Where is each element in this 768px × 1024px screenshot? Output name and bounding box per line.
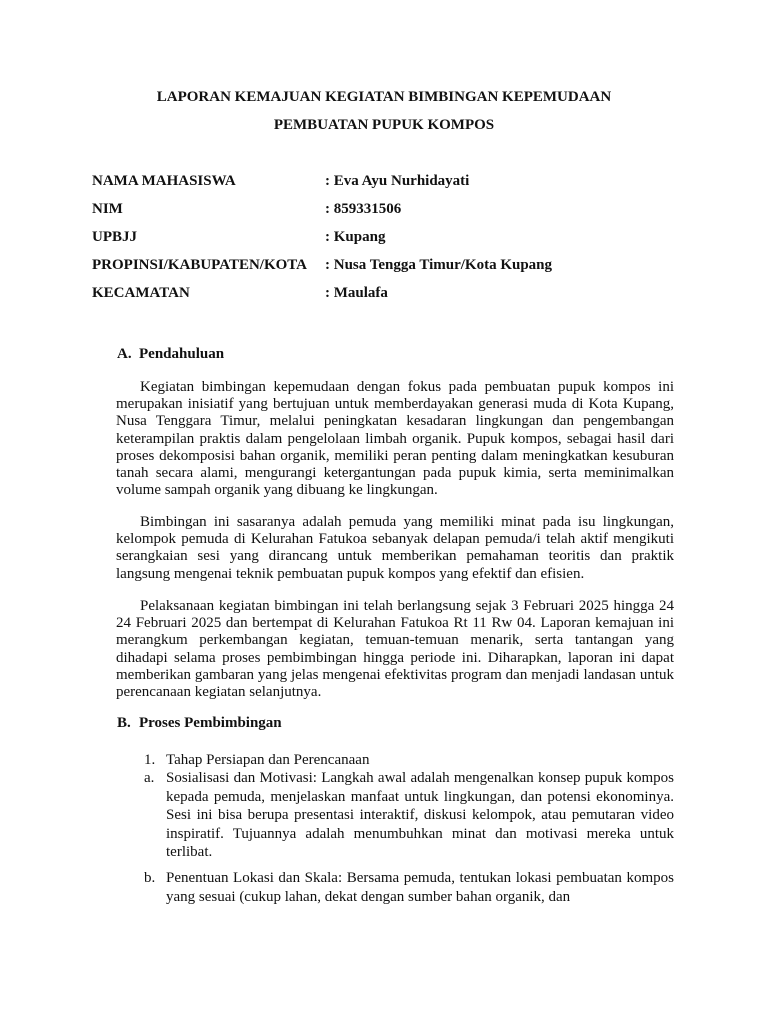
list-item-text-a: Sosialisasi dan Motivasi: Langkah awal adalah mengenalkan konsep pupuk kompos kepada pemuda, menjelaskan manfaat untuk lingkungan, dan potensi ekonominya. Sesi ini bisa berupa presentasi interaktif, diskusi kelompok, atau pemutaran video inspiratif. Tujuannya adalah menumbuhkan minat dan motivasi mereka untuk terlibat. xyxy=(166,770,674,860)
info-label-propinsi: PROPINSI/KABUPATEN/KOTA xyxy=(92,257,308,273)
paragraph-text: Pelaksanaan kegiatan bimbingan ini telah berlangsung sejak 3 Februari 2025 hingga 24 24 Februari 2025 dan bertempat di Kelurahan Fatukoa Rt 11 Rw 04. Laporan kemajuan ini merangkum perkembangan kegiatan, temuan-temuan menarik, serta tantangan yang dihadapi selama proses pembimbingan hingga periode ini. Diharapkan, laporan ini dapat memberikan gambaran yang jelas mengenai efektivitas program dan menjadi landasan untuk perencanaan kegiatan selanjutnya. xyxy=(116,598,674,701)
section-a-paragraph-1 xyxy=(116,379,674,499)
info-label-nama: NAMA MAHASISWA xyxy=(92,173,236,189)
info-label-nim: NIM xyxy=(92,201,123,217)
step-number: 1. xyxy=(144,752,156,768)
section-a-paragraph-3 xyxy=(116,598,674,701)
list-item-text-b: Penentuan Lokasi dan Skala: Bersama pemuda, tentukan lokasi pembuatan kompos yang sesuai (cukup lahan, dekat dengan sumber bahan organik, dan xyxy=(166,870,674,905)
section-a-paragraph-2 xyxy=(116,514,674,583)
info-value-propinsi: : Nusa Tengga Timur/Kota Kupang xyxy=(325,257,553,273)
document-subtitle: PEMBUATAN PUPUK KOMPOS xyxy=(273,117,495,133)
info-label-upbjj: UPBJJ xyxy=(92,229,137,245)
section-b-title: Proses Pembimbingan xyxy=(139,715,282,731)
info-label-kecamatan: KECAMATAN xyxy=(92,285,190,301)
paragraph-text: Bimbingan ini sasaranya adalah pemuda yang memiliki minat pada isu lingkungan, kelompok pemuda di Kelurahan Fatukoa sebanyak delapan pemuda/i telah aktif mengikuti serangkaian sesi yang dirancang untuk memberikan pemahaman teoritis dan praktik langsung mengenai teknik pembuatan pupuk kompos yang efektif dan efisien. xyxy=(116,514,674,582)
list-item-label-a: a. xyxy=(144,770,155,786)
section-b-letter: B. xyxy=(117,715,131,731)
section-a-title: Pendahuluan xyxy=(139,346,225,362)
info-value-upbjj: : Kupang xyxy=(325,229,386,245)
document-title: LAPORAN KEMAJUAN KEGIATAN BIMBINGAN KEPEMUDAAN xyxy=(156,89,612,105)
info-value-nim: : 859331506 xyxy=(325,201,402,217)
section-a-letter: A. xyxy=(117,346,132,362)
paragraph-text: Kegiatan bimbingan kepemudaan dengan fokus pada pembuatan pupuk kompos ini merupakan inisiatif yang bertujuan untuk memberdayakan generasi muda di Kota Kupang, Nusa Tenggara Timur, melalui peningkatan kesadaran lingkungan dan pengembangan keterampilan praktis dalam pengelolaan limbah organik. Pupuk kompos, sebagai hasil dari proses dekomposisi bahan organik, memiliki peran penting dalam meningkatkan kesuburan tanah secara alami, mengurangi ketergantungan pada pupuk kimia, serta meminimalkan volume sampah organik yang dibuang ke lingkungan. xyxy=(116,379,674,499)
info-value-nama: : Eva Ayu Nurhidayati xyxy=(325,173,470,189)
step-title: Tahap Persiapan dan Perencanaan xyxy=(166,752,370,768)
info-value-kecamatan: : Maulafa xyxy=(325,285,388,301)
list-item-label-b: b. xyxy=(144,870,156,886)
